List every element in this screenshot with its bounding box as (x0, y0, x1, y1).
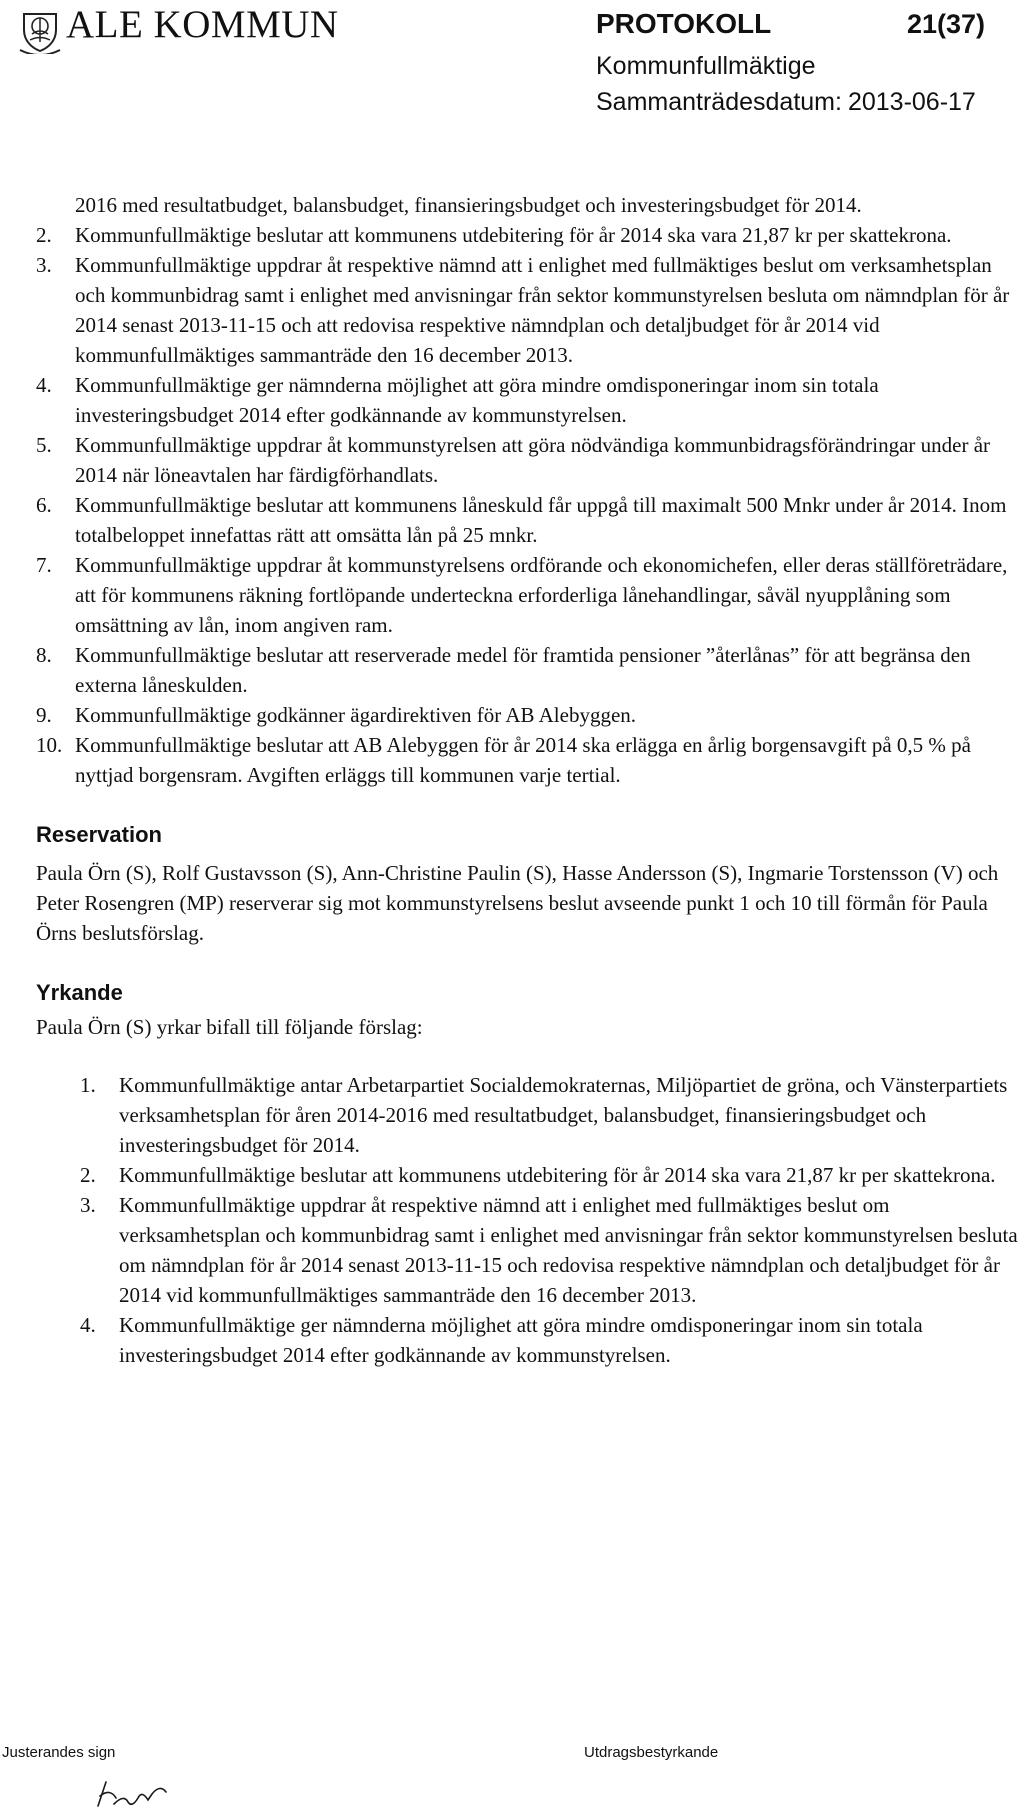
decision-item (36, 640, 1016, 700)
decision-item (36, 370, 1016, 430)
proposal-item (80, 1160, 1016, 1190)
item-text: Kommunfullmäktige beslutar att AB Alebyggen för år 2014 ska erlägga en årlig borgensavgift på 0,5 % på nyttjad borgensram. Avgiften erläggs till kommunen varje tertial. (75, 733, 971, 787)
item-number: 5. (36, 433, 52, 457)
handwritten-signature (90, 1776, 200, 1812)
item-text: Kommunfullmäktige uppdrar åt kommunstyrelsen att göra nödvändiga kommunbidragsförändringar under år 2014 när löneavtalen har färdigförhandlats. (75, 433, 991, 487)
item-number: 9. (36, 703, 52, 727)
decision-item (36, 250, 1016, 370)
proposal-item (80, 1310, 1016, 1370)
decision-item (36, 730, 1016, 790)
item-number: 2. (36, 223, 52, 247)
item-text: Kommunfullmäktige ger nämnderna möjlighet att göra mindre omdisponeringar inom sin totala investeringsbudget 2014 efter godkännande av kommunstyrelsen. (75, 373, 879, 427)
yrkande-heading: Yrkande (36, 980, 123, 1005)
item-number: 1. (80, 1073, 96, 1097)
item-number: 4. (80, 1313, 96, 1337)
item-text: Kommunfullmäktige uppdrar åt respektive nämnd att i enlighet med fullmäktiges beslut om verksamhetsplan och kommunbidrag samt i enlighet med anvisningar från sektor kommunstyrelsen besluta om nämndplan för år 2014 senast 2013-11-15 och redovisa respektive nämndplan och detaljbudget för år 2014 vid kommunfullmäktiges sammanträde den 16 december 2013. (119, 1193, 1018, 1307)
item-number: 3. (36, 253, 52, 277)
item-number: 10. (36, 733, 63, 757)
proposal-list (36, 1070, 1016, 1370)
decision-item (36, 490, 1016, 550)
item-number: 6. (36, 493, 52, 517)
proposal-item (80, 1190, 1016, 1310)
page-header (0, 0, 1024, 130)
item-number: 8. (36, 643, 52, 667)
reservation-text: Paula Örn (S), Rolf Gustavsson (S), Ann-Christine Paulin (S), Hasse Andersson (S), Ingmarie Torstensson (V) och Peter Rosengren (MP) reserverar sig mot kommunstyrelsens beslut avseende punkt 1 och 10 till förmån för Paula Örns beslutsförslag. (36, 861, 999, 945)
item-text: Kommunfullmäktige antar Arbetarpartiet Socialdemokraternas, Miljöpartiet de gröna, och Vänsterpartiets verksamhetsplan för åren 2014-2016 med resultatbudget, balansbudget, finansieringsbudget och investeringsbudget för 2014. (119, 1073, 1008, 1157)
item-number: 4. (36, 373, 52, 397)
decision-item (36, 220, 1016, 250)
extract-certification-label: Utdragsbestyrkande (584, 1744, 719, 1761)
assembly-name: Kommunfullmäktige (596, 52, 816, 80)
organization-name: ALE KOMMUN (66, 3, 339, 46)
meeting-date (596, 88, 976, 117)
proposal-item (80, 1070, 1016, 1160)
item-text: Kommunfullmäktige ger nämnderna möjlighet att göra mindre omdisponeringar inom sin totala investeringsbudget 2014 efter godkännande av kommunstyrelsen. (119, 1313, 923, 1367)
item-text: Kommunfullmäktige beslutar att kommunens låneskuld får uppgå till maximalt 500 Mnkr under år 2014. Inom totalbeloppet innefattas rätt att omsätta lån på 25 mnkr. (75, 493, 1007, 547)
protocol-content (36, 190, 1016, 1370)
yrkande-intro: Paula Örn (S) yrkar bifall till följande förslag: (36, 1015, 423, 1039)
item-number: 2. (80, 1163, 96, 1187)
item-text: Kommunfullmäktige beslutar att kommunens utdebitering för år 2014 ska vara 21,87 kr per skattekrona. (119, 1163, 996, 1187)
item-text: Kommunfullmäktige beslutar att reserverade medel för framtida pensioner ”återlånas” för att begränsa den externa låneskulden. (75, 643, 971, 697)
decision-item (36, 550, 1016, 640)
decision-item (36, 430, 1016, 490)
decision-item-1-continuation: 2016 med resultatbudget, balansbudget, finansieringsbudget och investeringsbudget för 2014. (75, 193, 862, 217)
document-type: PROTOKOLL (596, 8, 772, 39)
page-number: 21(37) (907, 9, 986, 39)
item-text: Kommunfullmäktige uppdrar åt kommunstyrelsens ordförande och ekonomichefen, eller deras ställföreträdare, att för kommunens räkning fortlöpande underteckna erforderliga lånehandlingar, såväl nyupplåning som omsättning av lån, inom angiven ram. (75, 553, 1008, 637)
item-text: Kommunfullmäktige godkänner ägardirektiven för AB Alebyggen. (75, 703, 637, 727)
item-number: 7. (36, 553, 52, 577)
adjuster-signature-label: Justerandes sign (2, 1744, 116, 1761)
decision-item (36, 700, 1016, 730)
meeting-date-value: 2013-06-17 (847, 88, 976, 116)
municipal-coat-of-arms-icon (18, 8, 62, 54)
meeting-date-label: Sammanträdesdatum: (596, 88, 842, 116)
decision-list (36, 220, 1016, 790)
item-text: Kommunfullmäktige beslutar att kommunens utdebitering för år 2014 ska vara 21,87 kr per skattekrona. (75, 223, 952, 247)
reservation-heading: Reservation (36, 822, 162, 847)
item-number: 3. (80, 1193, 96, 1217)
item-text: Kommunfullmäktige uppdrar åt respektive nämnd att i enlighet med fullmäktiges beslut om verksamhetsplan och kommunbidrag samt i enlighet med anvisningar från sektor kommunstyrelsen besluta om nämndplan för år 2014 senast 2013-11-15 och att redovisa respektive nämndplan och detaljbudget för år 2014 vid kommunfullmäktiges sammanträde den 16 december 2013. (75, 253, 1010, 367)
